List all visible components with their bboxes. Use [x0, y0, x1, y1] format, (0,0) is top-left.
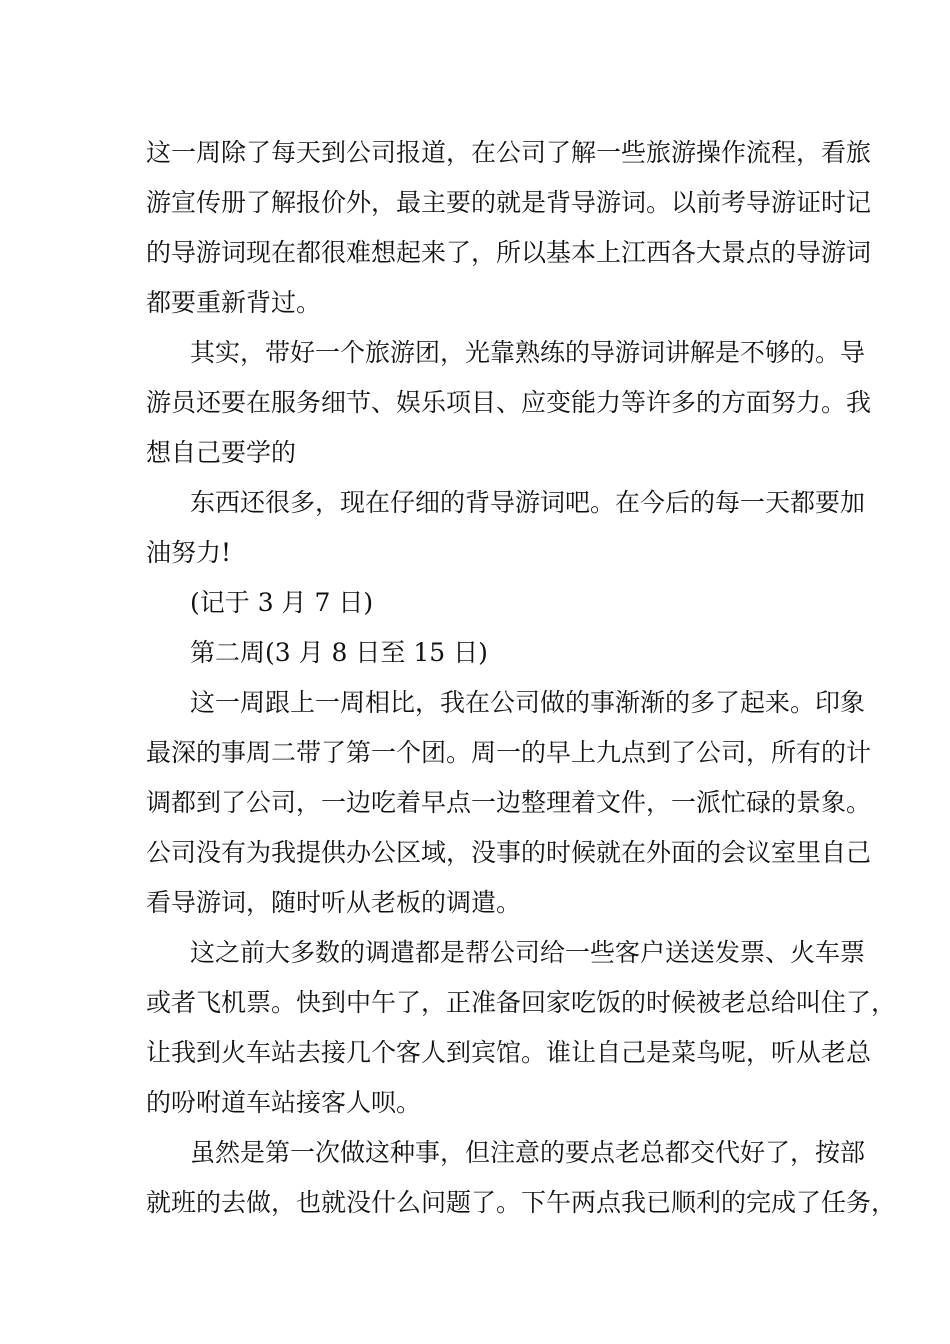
text-line: 调都到了公司，一边吃着早点一边整理着文件，一派忙碌的景象。 [146, 788, 872, 817]
paragraph-3 [146, 478, 866, 578]
text-line: 的导游词现在都很难想起来了，所以基本上江西各大景点的导游词 [146, 238, 872, 267]
paragraph-2 [146, 328, 872, 478]
document-body [146, 128, 897, 1228]
text-line: 虽然是第一次做这种事，但注意的要点老总都交代好了，按部 [190, 1138, 866, 1167]
paragraph-8 [146, 1128, 897, 1228]
text-line: 油努力! [146, 538, 232, 567]
text-line: 最深的事周二带了第一个团。周一的早上九点到了公司，所有的计 [146, 738, 872, 767]
paragraph-date-note [146, 578, 811, 628]
text-line: 就班的去做，也就没什么问题了。下午两点我已顺利的完成了任务， [146, 1188, 897, 1217]
text-line: 这一周跟上一周相比，我在公司做的事渐渐的多了起来。印象 [190, 688, 866, 717]
text-line: 公司没有为我提供办公区域，没事的时候就在外面的会议室里自己 [146, 838, 872, 867]
text-line: 这一周除了每天到公司报道，在公司了解一些旅游操作流程，看旅 [146, 138, 872, 167]
text-line: 这之前大多数的调遣都是帮公司给一些客户送送发票、火车票 [190, 938, 866, 967]
text-line: 游员还要在服务细节、娱乐项目、应变能力等许多的方面努力。我 [146, 388, 872, 417]
paragraph-7 [146, 928, 897, 1128]
paragraph-1 [146, 128, 872, 328]
paragraph-week-heading [146, 628, 811, 678]
text-line: 让我到火车站去接几个客人到宾馆。谁让自己是菜鸟呢，听从老总 [146, 1038, 872, 1067]
text-line: 游宣传册了解报价外，最主要的就是背导游词。以前考导游证时记 [146, 188, 872, 217]
text-line: 都要重新背过。 [146, 288, 322, 317]
date-note: (记于 3 月 7 日) [190, 588, 374, 617]
text-line: 想自己要学的 [146, 438, 297, 467]
text-line: 东西还很多，现在仔细的背导游词吧。在今后的每一天都要加 [190, 488, 866, 517]
paragraph-6 [146, 678, 872, 928]
week-heading: 第二周(3 月 8 日至 15 日) [190, 638, 488, 667]
text-line: 的吩咐道车站接客人呗。 [146, 1088, 422, 1117]
text-line: 其实，带好一个旅游团，光靠熟练的导游词讲解是不够的。导 [190, 338, 866, 367]
text-line: 看导游词，随时听从老板的调遣。 [146, 888, 522, 917]
text-line: 或者飞机票。快到中午了，正准备回家吃饭的时候被老总给叫住了， [146, 988, 897, 1017]
